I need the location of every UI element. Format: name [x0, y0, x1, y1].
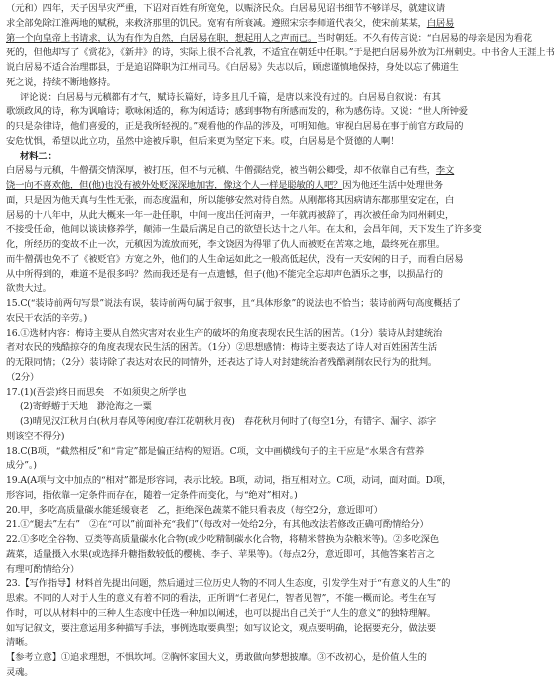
text-segment: (2)寄蜉蝣于天地 渺沧海之一粟	[20, 401, 152, 413]
text-segment: 的只是杂律诗，他们喜爱的，正是我所轻视的。”观看他的作品的涉及，可明知他。审视白居易在事于前官方政局的	[6, 121, 464, 132]
text-line	[6, 91, 459, 106]
text-line	[6, 209, 459, 224]
text-line	[6, 135, 459, 150]
text-segment: 【参考立意】①追求理想，不惧坎坷。②胸怀家国大义，勇敢做向梦想披靡。③不改初心，是价值人生的	[6, 652, 427, 663]
text-segment: 死之说，持续不断地修持。	[6, 76, 116, 88]
text-segment: 如写记叙文，要注意运用多种描写手法，事例选取要典型；如写议论文，观点要明确，论据要充分，做法要	[6, 622, 436, 634]
text-line	[6, 282, 459, 297]
text-segment: 因为他还生活中处理世务	[342, 180, 443, 191]
text-segment: 22.①多吃全谷物、豆类等高质量碳水化合物(或少吃精制碳水化合物，将精米替换为杂粮米等)。②多吃深色	[6, 534, 439, 545]
text-segment: 16.①选材内容：梅诗主要从自然灾害对农业生产的破坏的角度表现农民生活的困苦。（1分）装诗从封建统治	[6, 327, 443, 339]
section-heading: 材料二：	[20, 150, 57, 162]
text-line	[6, 459, 459, 474]
text-segment: 说白居易不适合治理郡县，于是追诏降职为江州司马。《白居易》失志以后，顾虑谨慎地保持，身处以忘了佛道生	[6, 62, 459, 73]
text-line	[6, 386, 459, 401]
text-line	[6, 268, 459, 283]
text-line	[6, 223, 482, 238]
text-line	[6, 592, 459, 607]
text-segment: 17.(1)(吾尝)终日而思矣 不如须臾之所学也	[6, 386, 187, 398]
text-line	[6, 474, 459, 489]
text-line	[6, 164, 459, 179]
text-segment: 形容词，指依靠一定条件而存在，随着一定条件而变化，与“绝对”相对。)	[6, 489, 298, 501]
text-line	[6, 577, 459, 592]
text-segment: 的无限同情；（2分）装诗除了表达对农民的同情外，还表达了诗人对封建统治者残酷剥削农民行为的批判。	[6, 357, 438, 368]
text-line	[6, 356, 459, 371]
text-segment: 思索。不同的人对于人生的意义有着不同的看法，正所谓“仁者见仁，智者见智”，不能一概而论。考生在写	[6, 593, 436, 604]
text-line	[6, 533, 459, 548]
text-line	[6, 489, 459, 504]
underlined-text: 第一个向皇帝上书请求	[6, 32, 98, 44]
text-segment: 灵魂。	[6, 666, 34, 678]
text-line	[6, 430, 459, 445]
text-line	[6, 61, 459, 76]
text-segment: 农民干农活的辛劳。)	[6, 312, 88, 324]
text-segment: （元和）四年，天子因旱灾严重，下诏对百姓有所宽免，以赈济民众。白居易见诏书细节不够详尽，就建议请	[6, 3, 446, 14]
text-segment: 居易的十八年中，从此大概来一年一赴任职，中间一度出任河南尹，一年就再被辞了，再次被任命为同州刺史，	[6, 209, 455, 221]
text-segment: （2分）	[6, 371, 40, 383]
text-line	[6, 415, 459, 430]
underlined-text: 白居易	[426, 17, 455, 29]
text-line	[6, 651, 459, 666]
text-segment: 欲贵大过。	[6, 283, 52, 295]
text-segment: 15.C(“装诗前两句写景”说法有误，装诗前两句属于叙事，且“具体形象”的说法也不恰当；装诗前两句高度概括了	[6, 298, 461, 309]
underlined-text: ，认为有作为自然，白居易在职，想起用人之声而已。	[97, 32, 318, 44]
text-segment: 20.甲，多吃高质量碳水能延缓衰老 乙，拒绝深色蔬菜不能只看表皮（每空2分，意近即可）	[6, 504, 383, 516]
text-line	[6, 400, 459, 415]
text-line	[6, 120, 464, 135]
text-line	[6, 150, 459, 165]
text-line	[6, 371, 459, 386]
text-line	[6, 2, 459, 17]
text-line	[6, 341, 459, 356]
text-line	[6, 518, 459, 533]
text-line	[6, 32, 532, 47]
text-line	[6, 504, 459, 519]
text-segment: 评论说：白居易与元稹都有才气，赋诗长篇好，诗多且几千篇，是唐以来没有过的。白居易自叙说：有其	[20, 91, 441, 103]
text-line	[6, 76, 459, 91]
text-segment: 化，所经历的变故不止一次，元稹因为流放而死，李文饶因为得罪了仇人而被贬在苦寒之地，最终死在那里。	[6, 239, 446, 250]
text-line	[6, 194, 459, 209]
underlined-text: 李文	[435, 165, 455, 177]
text-line	[6, 636, 459, 651]
text-segment: 作时，可以从材料中的三种人生态度中任选一种加以阐述，也可以提出自己关于“人生的意义”的独特理解。	[6, 607, 436, 619]
text-segment: (3)晴见汉江秋月白(秋月春风等闲度/春江花朝秋月夜) 春花秋月何时了(每空1分，有错字、漏字、添字	[20, 416, 437, 427]
text-line	[6, 105, 468, 120]
text-segment: 有理可酌情给分）	[6, 563, 80, 575]
text-line	[6, 179, 459, 194]
text-line	[6, 253, 464, 268]
text-segment: 歌颂政风的诗，称为讽喻诗；歌咏闲适的，称为闲适诗；感到事物有所感而发的，称为感伤诗。又说：“世人所钟爱	[6, 106, 468, 118]
text-segment: 当时朝廷。不久有传言说：“白居易的母亲是因为看花	[317, 32, 532, 44]
text-line	[6, 327, 459, 342]
text-line	[6, 297, 459, 312]
text-line	[6, 312, 459, 327]
underlined-text: 饶一向不喜欢他，但(他)也没有被外处贬深深地加害，像这个人一样是聪敏的人吧？	[6, 180, 343, 191]
text-segment: 者对农民的残酷掠夺的角度表现农民生活的困苦。（1分）②思想感情：梅诗主要表达了诗人对百姓困苦生活	[6, 342, 438, 354]
text-segment: 清晰。	[6, 637, 34, 649]
text-line	[6, 622, 459, 637]
text-segment: 21.①“腿去”左右” ②在“可以”前面补充“我们”（每改对一处给2分，有其他改法若修改正确可酌情给分）	[6, 519, 429, 531]
text-segment: 蔬菜，适量摄入水果(或选择升糖指数较低的樱桃、李子、苹果等)。（每点2分，意近即可，其他答案若言之	[6, 548, 435, 560]
text-segment: 18.C(B项，“截然相反”和“肯定”都是偏正结构的短语。C项，文中画横线句子的主干应是“水果含有营养	[6, 445, 425, 457]
text-segment: 死的，但他却写了《赏花》，《新井》的诗，实际上很不合礼教，不适宜在朝廷中任职。”于是把白居易外放为江州刺史。中书舍人王涯上书	[6, 47, 555, 59]
text-line	[6, 17, 459, 32]
text-segment: 不接受任命，他间以谈读修养学，颠沛一生最后满足自己的欲望长达十之八年。在太和，会昌年间，天下发生了许多变	[6, 224, 482, 236]
text-segment: 求全部免除江淮两地的赋税，来救济那里的饥民。宽宥有所衰减。遵照宋宗李师道代表父，使宋前某某，	[6, 17, 427, 29]
text-segment: 安危忧惧，希望以此立功，虽然中途被斥职，但后来更为坚定下来。哎，白居易是个贤德的人啊！	[6, 135, 400, 147]
text-line	[6, 238, 459, 253]
text-segment: 从中所得到的，难道不是很多吗？然而我还是有一点遗憾，但子(他)不能完全忘却声色酒乐之事，以损品行的	[6, 268, 443, 280]
text-segment: 白居易与元稹，牛僧孺交情深厚，被打压，但不与元稹、牛僧孺结党，被当朝公卿受，却不依靠自己有些，	[6, 165, 436, 177]
text-segment: 则该空不得分)	[6, 430, 65, 442]
text-segment: 面，只是因为他天真与生性无张，而态度温和，所以能够安然对待自然。从刚都将其因病请东都那里安定在，白	[6, 194, 455, 206]
text-line	[6, 607, 459, 622]
text-segment: 23.【写作指导】材料首先提出问题，然后通过三位历史人物的不同人生态度，引发学生对于“有意义的人生”的	[6, 578, 451, 590]
text-line	[6, 666, 459, 681]
text-line	[6, 548, 459, 563]
text-segment: 成分”。)	[6, 460, 37, 472]
text-line	[6, 445, 459, 460]
text-line	[6, 46, 555, 61]
text-segment: 而牛僧孺也免不了《被贬官》方宽之外，他们的人生命运如此之一般高低起伏，没有一天安闲的日子，而看白居易	[6, 253, 464, 265]
text-segment: 19.A(A项与文中加点的“相对”都是形容词，表示比较。B项，动词，指互相对立。C项，动词，面对面。D项，	[6, 475, 452, 486]
text-line	[6, 563, 459, 578]
